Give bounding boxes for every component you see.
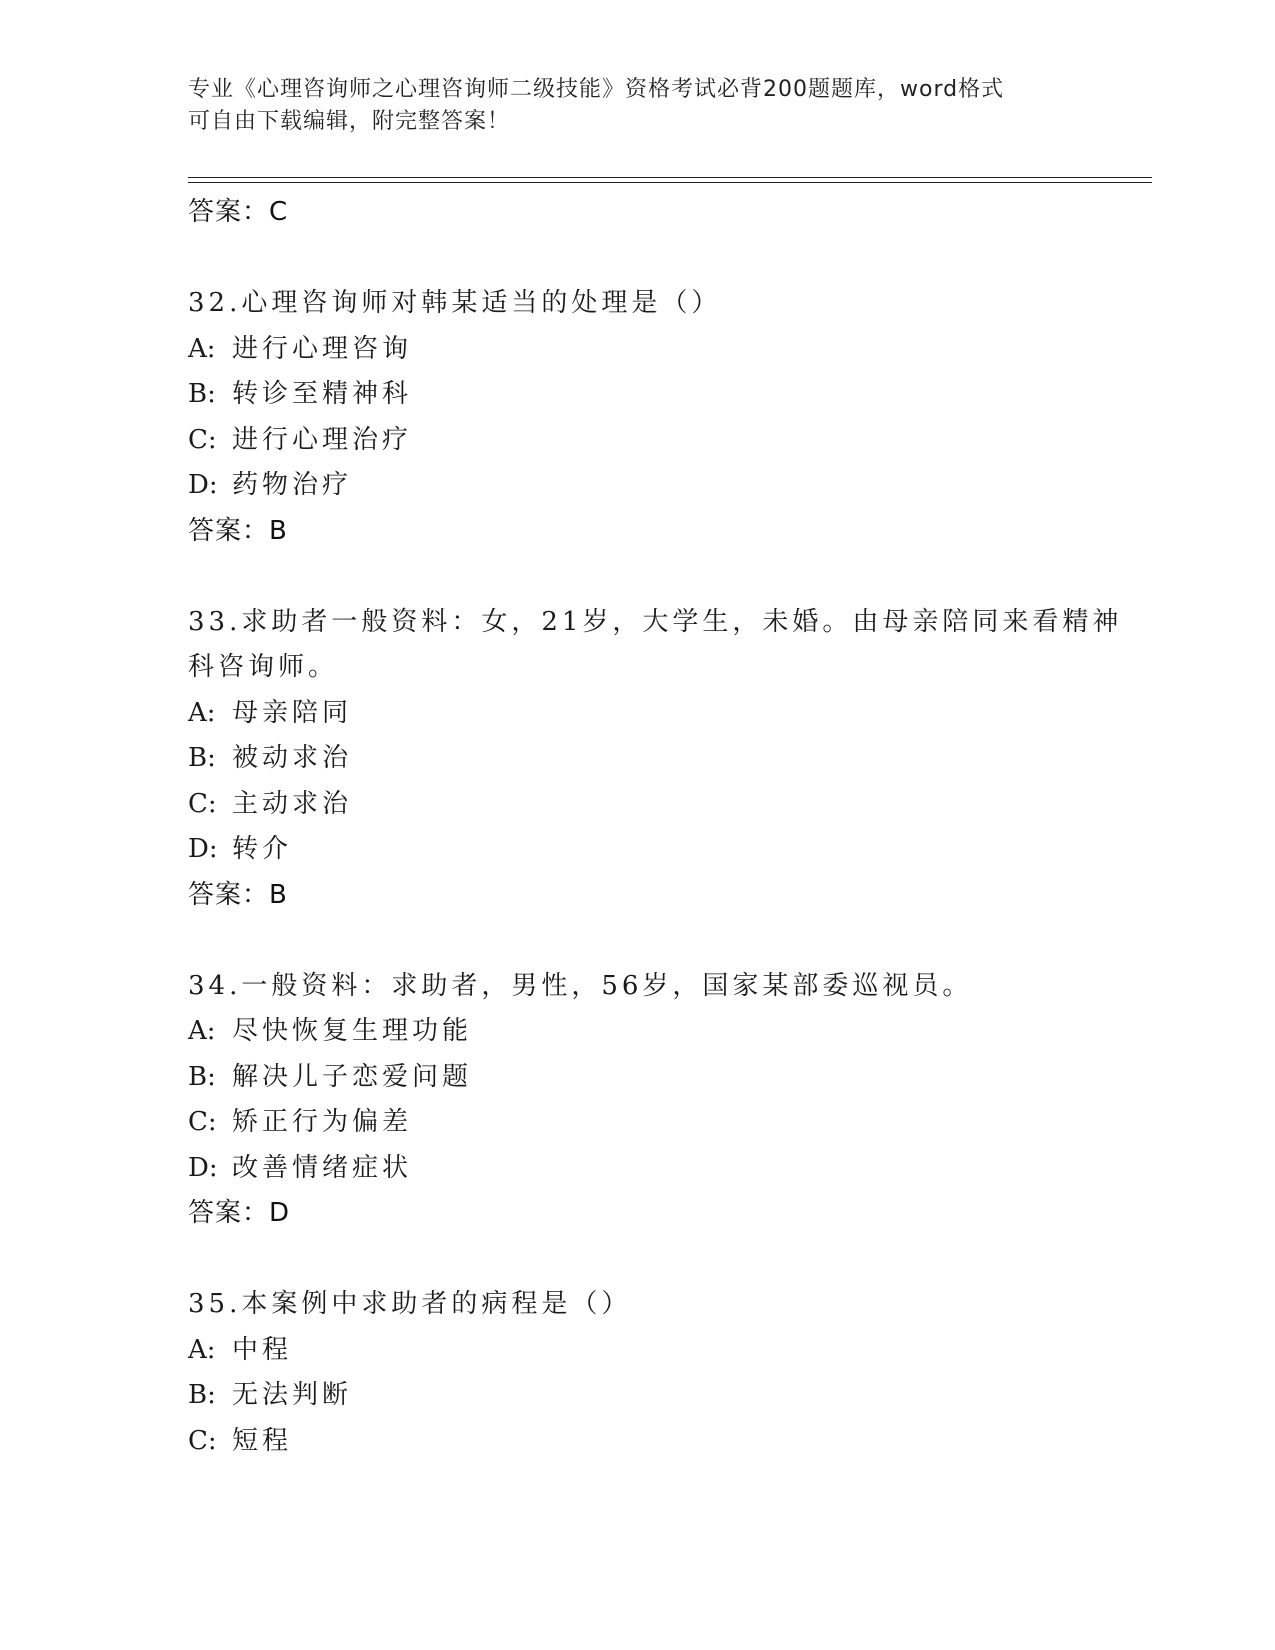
question-text: 34.一般资料：求助者，男性，56岁，国家某部委巡视员。 bbox=[188, 970, 973, 1001]
option-a bbox=[188, 327, 1148, 373]
option-text: 被动求治 bbox=[232, 743, 353, 773]
option-text: 短程 bbox=[232, 1425, 293, 1456]
answer-line: 答案：B bbox=[188, 879, 288, 910]
option-d bbox=[188, 827, 1148, 873]
spacer bbox=[188, 918, 1148, 964]
option-text: 药物治疗 bbox=[232, 470, 353, 500]
option-text: 尽快恢复生理功能 bbox=[232, 1016, 473, 1046]
option-key: B: bbox=[188, 379, 216, 409]
option-d bbox=[188, 463, 1148, 509]
option-c bbox=[188, 418, 1148, 464]
option-c bbox=[188, 782, 1148, 828]
option-key: A: bbox=[188, 1016, 216, 1046]
option-text: 主动求治 bbox=[232, 788, 353, 819]
option-key: B: bbox=[188, 743, 216, 773]
option-text: 中程 bbox=[232, 1334, 293, 1365]
option-text: 矫正行为偏差 bbox=[232, 1107, 413, 1137]
option-key: C: bbox=[188, 788, 217, 819]
option-key: A: bbox=[188, 1334, 216, 1365]
option-key: C: bbox=[188, 1425, 217, 1456]
option-text: 母亲陪同 bbox=[232, 697, 353, 728]
header-line-1: 专业《心理咨询师之心理咨询师二级技能》资格考试必背200题题库，word格式 bbox=[188, 77, 1005, 102]
answer-line: 答案：B bbox=[188, 515, 288, 546]
question-text-continued: 科咨询师。 bbox=[188, 652, 339, 682]
option-d bbox=[188, 1146, 1148, 1192]
option-text: 转诊至精神科 bbox=[232, 379, 413, 409]
option-b bbox=[188, 372, 1148, 418]
option-key: A: bbox=[188, 697, 216, 728]
option-key: A: bbox=[188, 333, 216, 364]
question-text: 33.求助者一般资料：女，21岁，大学生，未婚。由母亲陪同来看精神 bbox=[188, 606, 1123, 637]
option-text: 转介 bbox=[232, 834, 293, 864]
spacer bbox=[188, 1237, 1148, 1283]
option-text: 进行心理咨询 bbox=[232, 333, 413, 364]
option-key: B: bbox=[188, 1380, 216, 1410]
option-text: 进行心理治疗 bbox=[232, 424, 413, 455]
question-list bbox=[188, 190, 1148, 1464]
option-a bbox=[188, 1328, 1148, 1374]
option-key: C: bbox=[188, 424, 217, 455]
question-text: 32.心理咨询师对韩某适当的处理是（） bbox=[188, 288, 722, 318]
option-b bbox=[188, 1055, 1148, 1101]
spacer bbox=[188, 554, 1148, 600]
option-c bbox=[188, 1100, 1148, 1146]
option-a bbox=[188, 1009, 1148, 1055]
option-text: 无法判断 bbox=[232, 1380, 353, 1410]
option-key: D: bbox=[188, 834, 218, 864]
option-key: C: bbox=[188, 1107, 217, 1137]
document-header bbox=[188, 74, 1088, 138]
option-text: 解决儿子恋爱问题 bbox=[232, 1061, 473, 1092]
header-line-2: 可自由下载编辑，附完整答案！ bbox=[188, 109, 511, 134]
option-a bbox=[188, 691, 1148, 737]
header-divider-bottom bbox=[188, 182, 1152, 183]
option-key: B: bbox=[188, 1061, 216, 1092]
answer-line: 答案：C bbox=[188, 197, 289, 227]
header-divider-top bbox=[188, 177, 1152, 178]
option-b bbox=[188, 736, 1148, 782]
option-key: D: bbox=[188, 1152, 218, 1183]
spacer bbox=[188, 236, 1148, 282]
option-c bbox=[188, 1419, 1148, 1465]
question-text: 35.本案例中求助者的病程是（） bbox=[188, 1289, 632, 1319]
option-text: 改善情绪症状 bbox=[232, 1152, 413, 1183]
option-key: D: bbox=[188, 470, 218, 500]
option-b bbox=[188, 1373, 1148, 1419]
answer-line: 答案：D bbox=[188, 1198, 291, 1228]
